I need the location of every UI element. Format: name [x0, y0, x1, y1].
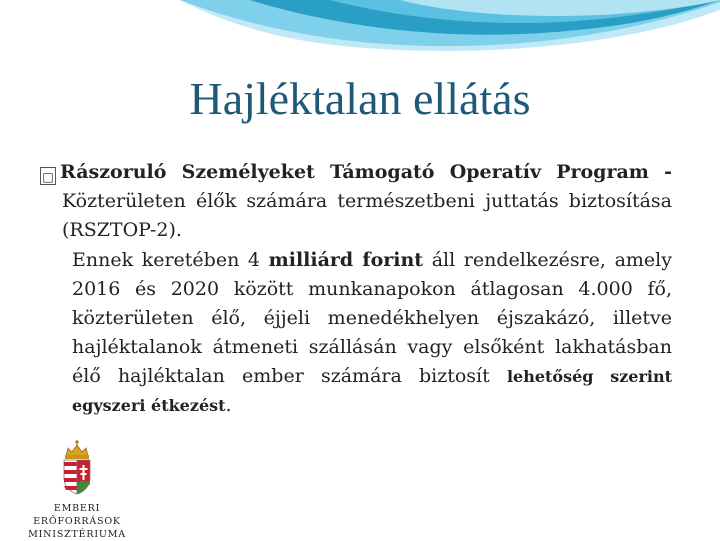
details-end: . — [225, 394, 232, 416]
paragraph-details — [40, 246, 672, 420]
program-name: Rászoruló Személyeket Támogató Operatív Program - — [60, 161, 672, 183]
coat-of-arms-icon — [58, 440, 96, 500]
details-meal: lehetőség szerint egyszeri étkezést — [72, 367, 672, 415]
slide-title: Hajléktalan ellátás — [189, 73, 531, 124]
program-description: Közterületen élők számára természetbeni juttatás biztosítása (RSZTOP-2). — [62, 190, 672, 241]
details-amount: milliárd forint — [268, 249, 424, 271]
paragraph-program — [40, 158, 672, 245]
ministry-name-line2: MINISZTÉRIUMA — [28, 529, 126, 540]
ministry-name-line1: EMBERI ERŐFORRÁSOK — [33, 503, 121, 527]
ministry-name — [14, 502, 140, 541]
details-text-b: áll rendelkezésre, amely 2016 és 2020 között munkanapokon átlagosan 4.000 fő, közterületen élő, éjjeli menedékhelyen éjszakázó, illetve hajléktalanok átmeneti szállásán vagy elsőként lakhatásban élő hajléktalan ember számára biztosít — [72, 249, 672, 387]
missing-glyph-bullet-icon: □ — [40, 167, 56, 185]
ministry-logo — [14, 440, 140, 540]
slide-body — [40, 158, 672, 420]
header-wave-decoration — [0, 0, 720, 70]
details-text-a: Ennek keretében 4 — [72, 249, 269, 271]
